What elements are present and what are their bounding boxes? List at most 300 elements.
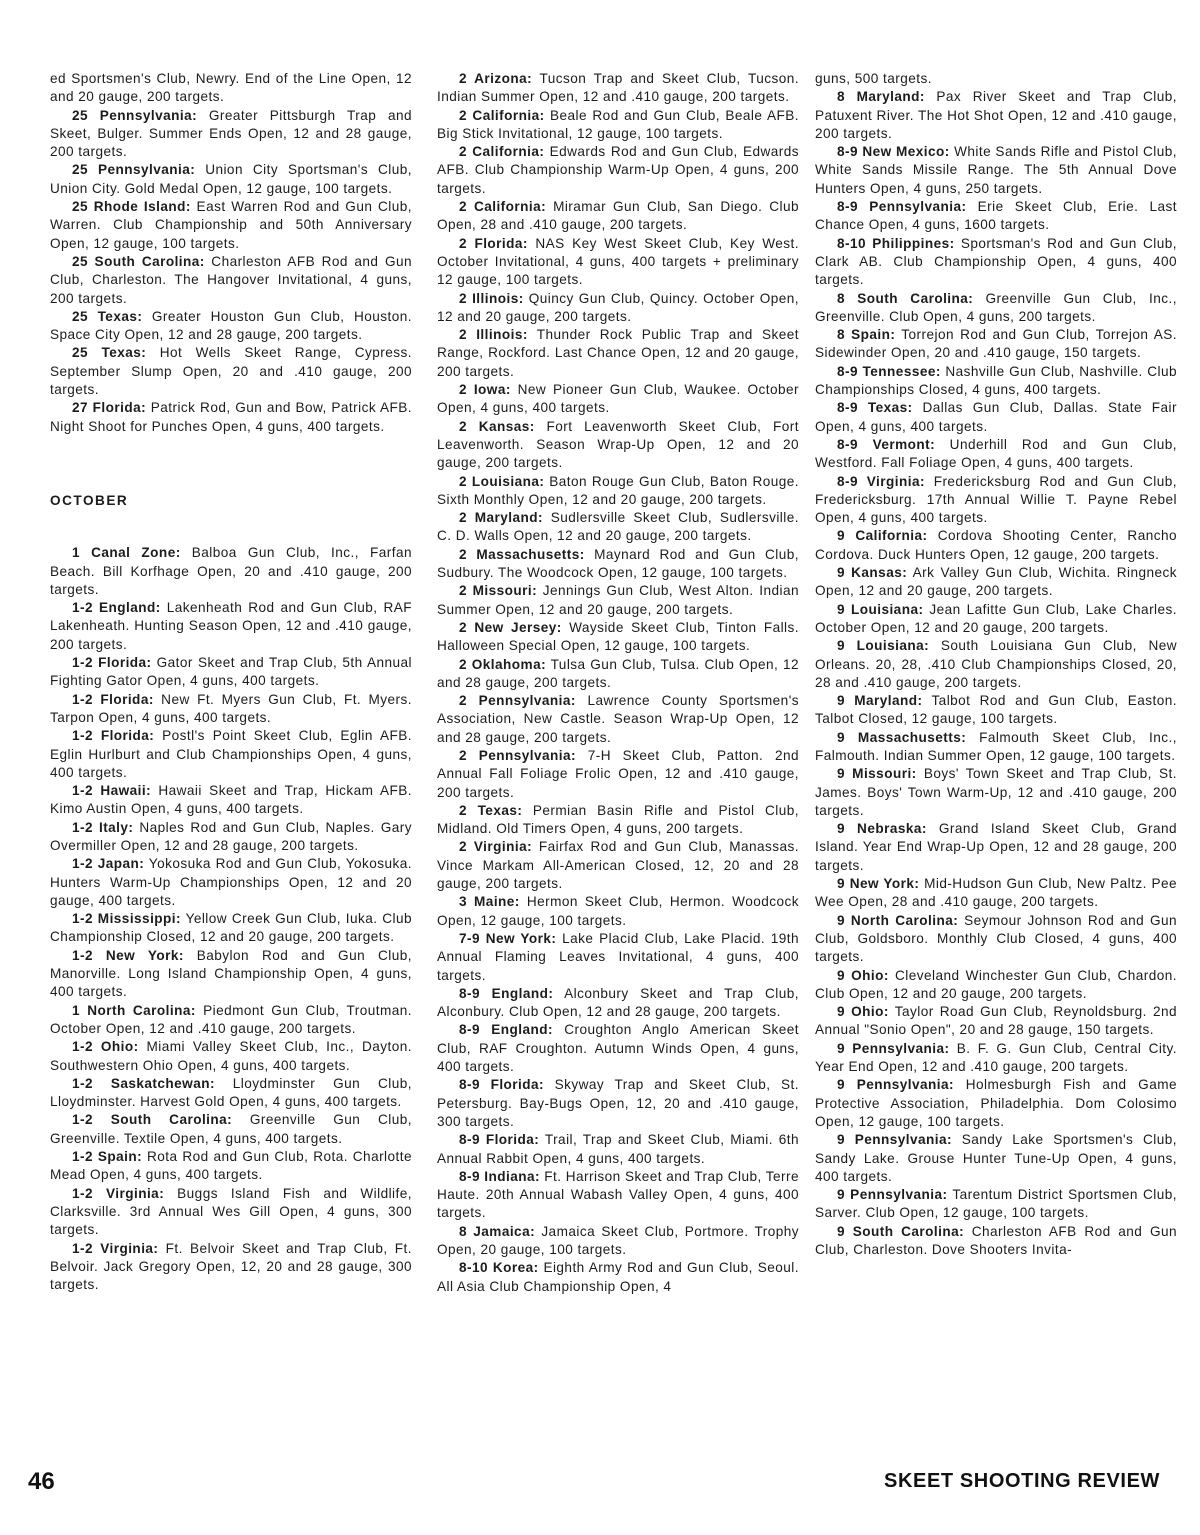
event-date-location	[837, 766, 917, 781]
event-listing	[437, 1168, 799, 1223]
event-state: Pennsylvania:	[99, 107, 198, 123]
event-listing	[50, 1185, 412, 1240]
event-details: Cordova Shooting Center, Rancho Cordova. Duck Hunters Open, 12 gauge, 200 targets.	[815, 528, 1177, 562]
event-listing	[437, 656, 799, 693]
event-listing	[815, 1003, 1177, 1040]
event-listing	[50, 1111, 412, 1148]
event-date-location	[837, 528, 927, 543]
event-state: Tennessee:	[862, 363, 941, 379]
event-date: 8-9	[837, 199, 858, 215]
event-listing	[815, 875, 1177, 912]
event-date-location	[837, 565, 907, 580]
event-state: Louisiana:	[856, 638, 930, 654]
event-details: East Warren Rod and Gun Club, Warren. Club Championship and 50th Anniversary Open, 12 gauge, 100 targets.	[50, 199, 412, 251]
event-date: 2	[459, 839, 468, 855]
event-date: 9	[837, 693, 846, 709]
event-details: Greenville Gun Club, Greenville. Textile Open, 4 guns, 400 targets.	[50, 1112, 413, 1146]
event-date: 2	[459, 802, 468, 818]
event-date: 9	[837, 565, 846, 581]
event-listing	[815, 1186, 1177, 1223]
event-date: 2	[459, 199, 468, 215]
event-details: Jean Lafitte Gun Club, Lake Charles. October Open, 12 and 20 gauge, 200 targets.	[815, 601, 1177, 635]
event-date-location	[837, 437, 935, 452]
event-date: 8-9	[837, 473, 858, 489]
event-listing	[437, 1021, 799, 1076]
event-date-location	[459, 1169, 540, 1184]
event-listing	[437, 1076, 799, 1131]
event-details: Patrick Rod, Gun and Bow, Patrick AFB. Night Shoot for Punches Open, 4 guns, 400 targets.	[50, 400, 412, 434]
event-date: 9	[837, 601, 846, 617]
event-date: 9	[837, 821, 846, 837]
event-date-location	[837, 638, 929, 653]
event-date: 8	[837, 327, 846, 343]
event-details: Lawrence County Sportsmen's Association, New Castle. Season Wrap-Up Open, 12 and 28 gauge, 200 targets.	[437, 693, 799, 745]
event-date: 9	[837, 1040, 846, 1056]
event-listing	[815, 143, 1177, 198]
event-date: 27	[72, 400, 89, 416]
section-heading-october: OCTOBER	[50, 492, 129, 508]
event-state: North Carolina:	[87, 1002, 196, 1018]
event-listing	[50, 1038, 412, 1075]
event-listing	[815, 912, 1177, 967]
event-date-location	[837, 364, 941, 379]
event-state: Missouri:	[852, 766, 917, 782]
event-listing	[815, 436, 1177, 473]
event-details: New Ft. Myers Gun Club, Ft. Myers. Tarpon Open, 4 guns, 400 targets.	[50, 691, 412, 725]
event-details: Greater Houston Gun Club, Houston. Space City Open, 12 and 28 gauge, 200 targets.	[50, 308, 412, 343]
event-date-location	[837, 474, 925, 489]
event-date-location	[459, 108, 545, 123]
event-date-location	[459, 986, 553, 1001]
event-details: Cleveland Winchester Gun Club, Chardon. Club Open, 12 and 20 gauge, 200 targets.	[815, 967, 1178, 1001]
event-listing	[437, 546, 799, 583]
event-listing	[437, 70, 799, 107]
event-details: Mid-Hudson Gun Club, New Paltz. Pee Wee Open, 28 and .410 gauge, 200 targets.	[815, 876, 1177, 910]
event-date-location	[72, 1241, 158, 1256]
event-listing	[815, 967, 1177, 1004]
event-date: 8-9	[837, 144, 858, 160]
event-date-location	[72, 199, 191, 214]
event-date: 1-2	[72, 1149, 93, 1165]
event-listing	[50, 1002, 412, 1039]
column-right	[815, 70, 1177, 1259]
event-listing	[437, 198, 799, 235]
event-details: Skyway Trap and Skeet Club, St. Petersburg. Bay-Bugs Open, 12, 20 and .410 gauge, 300 targets.	[437, 1077, 799, 1129]
event-date: 7-9	[459, 930, 480, 946]
event-date-location	[459, 894, 520, 909]
event-date: 8-9	[459, 1077, 480, 1093]
event-listing	[815, 88, 1177, 143]
event-state: Philippines:	[872, 235, 955, 251]
event-date-location	[837, 693, 922, 708]
event-date: 9	[837, 912, 846, 928]
event-state: Texas:	[97, 308, 143, 324]
event-details: Alconbury Skeet and Trap Club, Alconbury. Club Open, 12 and 28 gauge, 200 targets.	[437, 985, 799, 1020]
event-date: 25	[72, 345, 89, 361]
event-state: Florida:	[490, 1077, 545, 1093]
event-details: White Sands Rifle and Pistol Club, White Sands Missile Range. The 5th Annual Dove Hunters Open, 4 guns, 250 targets.	[815, 144, 1177, 196]
event-listing	[50, 691, 412, 728]
event-details: Jamaica Skeet Club, Portmore. Trophy Open, 20 gauge, 100 targets.	[437, 1223, 800, 1257]
event-listing	[437, 290, 799, 327]
event-date: 9	[837, 638, 846, 654]
event-listing	[437, 582, 799, 619]
event-details: Wayside Skeet Club, Tinton Falls. Halloween Special Open, 12 gauge, 100 targets.	[437, 619, 800, 654]
event-details: Pax River Skeet and Trap Club, Patuxent River. The Hot Shot Open, 12 and .410 gauge, 200 targets.	[815, 89, 1177, 141]
event-date: 2	[459, 546, 468, 562]
event-date-location	[72, 655, 152, 670]
event-state: Missouri:	[472, 583, 538, 599]
event-date: 3	[459, 894, 468, 910]
event-listing	[437, 692, 799, 747]
event-details: Postl's Point Skeet Club, Eglin AFB. Eglin Hurlburt and Club Championships Open, 4 guns, 400 targets.	[50, 728, 412, 780]
event-date-location	[72, 1149, 142, 1164]
event-details: Lloydminster Gun Club, Lloydminster. Harvest Gold Open, 4 guns, 400 targets.	[50, 1075, 412, 1110]
event-listing	[50, 253, 412, 308]
event-state: Ohio:	[100, 1039, 139, 1055]
column-middle	[437, 70, 799, 1296]
event-date: 8	[837, 89, 846, 105]
event-state: Vermont:	[872, 436, 936, 452]
event-date-location	[837, 1187, 947, 1202]
event-date-location	[72, 254, 205, 269]
event-date-location	[837, 291, 973, 306]
event-state: Florida:	[100, 691, 154, 707]
event-listing	[50, 308, 412, 345]
event-details: Talbot Rod and Gun Club, Easton. Talbot Closed, 12 gauge, 100 targets.	[815, 693, 1177, 727]
event-listing	[50, 344, 412, 399]
event-date-location	[837, 144, 950, 159]
event-state: Massachusetts:	[857, 729, 967, 745]
event-details: 7-H Skeet Club, Patton. 2nd Annual Fall Foliage Frolic Open, 12 and .410 gauge, 200 targets.	[437, 747, 799, 800]
event-state: Iowa:	[473, 382, 511, 398]
event-listing	[437, 418, 799, 473]
event-date: 8	[459, 1223, 468, 1239]
event-date: 1-2	[72, 691, 93, 707]
event-state: Saskatchewan:	[110, 1075, 215, 1091]
event-date: 9	[837, 1132, 846, 1148]
event-details: Dallas Gun Club, Dallas. State Fair Open, 4 guns, 400 targets.	[815, 400, 1178, 434]
event-details: Taylor Road Gun Club, Reynoldsburg. 2nd Annual "Sonio Open", 20 and 28 gauge, 150 targets.	[815, 1004, 1177, 1038]
event-state: Hawaii:	[100, 783, 152, 799]
event-details: Hawaii Skeet and Trap, Hickam AFB. Kimo Austin Open, 4 guns, 400 targets.	[50, 783, 412, 817]
event-details: Nashville Gun Club, Nashville. Club Championships Closed, 4 guns, 400 targets.	[815, 363, 1177, 398]
event-date-location	[72, 1076, 215, 1091]
event-listing	[815, 1040, 1177, 1077]
event-state: Nebraska:	[857, 821, 927, 837]
event-listing	[815, 637, 1177, 692]
event-listing	[50, 654, 412, 691]
event-state: New Mexico:	[862, 144, 950, 160]
event-date-location	[459, 1132, 539, 1147]
event-date: 2	[459, 382, 468, 398]
event-state: New Jersey:	[474, 619, 562, 635]
event-details: Jennings Gun Club, West Alton. Indian Summer Open, 12 and 20 gauge, 200 targets.	[437, 583, 799, 617]
event-details: Torrejon Rod and Gun Club, Torrejon AS. Sidewinder Open, 20 and .410 gauge, 150 targets.	[815, 327, 1177, 361]
event-state: New York:	[105, 947, 184, 963]
event-date: 1-2	[72, 1240, 93, 1256]
event-listing	[50, 910, 412, 947]
event-listing	[50, 782, 412, 819]
event-state: Louisiana:	[850, 601, 924, 617]
event-date-location	[837, 730, 966, 745]
event-state: Jamaica:	[473, 1223, 536, 1239]
event-listing	[815, 235, 1177, 290]
event-date-location	[837, 89, 925, 104]
event-listing	[437, 235, 799, 290]
event-details: Gator Skeet and Trap Club, 5th Annual Fighting Gator Open, 4 guns, 400 targets.	[50, 655, 412, 689]
event-listing	[815, 473, 1177, 528]
event-listing	[815, 1076, 1177, 1131]
event-details: Ft. Harrison Skeet and Trap Club, Terre Haute. 20th Annual Wabash Valley Open, 4 guns, 400 targets.	[437, 1168, 799, 1221]
event-listing	[815, 290, 1177, 327]
event-date: 1-2	[72, 856, 93, 872]
event-listing	[815, 729, 1177, 766]
event-date: 2	[459, 290, 468, 306]
event-date: 1-2	[72, 1185, 93, 1201]
event-details: Charleston AFB Rod and Gun Club, Charleston. Dove Shooters Invita-	[815, 1223, 1178, 1257]
event-date: 2	[459, 107, 468, 123]
event-details: Sandy Lake Sportsmen's Club, Sandy Lake. Grouse Hunter Tune-Up Open, 4 guns, 400 targets.	[815, 1132, 1177, 1184]
event-state: Kansas:	[851, 565, 908, 581]
event-listing	[437, 985, 799, 1022]
event-date: 1-2	[72, 728, 93, 744]
event-date: 8-9	[837, 436, 858, 452]
event-date-location	[72, 309, 142, 324]
event-state: Maryland:	[854, 693, 923, 709]
event-date: 8-9	[459, 1168, 480, 1184]
event-listing	[815, 765, 1177, 820]
event-details: Sportsman's Rod and Gun Club, Clark AB. Club Championship Open, 4 guns, 400 targets.	[815, 235, 1177, 288]
event-date-location	[72, 1186, 164, 1201]
event-listing	[437, 381, 799, 418]
event-details: Underhill Rod and Gun Club, Westford. Fall Foliage Open, 4 guns, 400 targets.	[815, 436, 1177, 471]
event-state: Illinois:	[476, 327, 528, 343]
event-date-location	[837, 1224, 964, 1239]
event-state: Texas:	[477, 802, 523, 818]
event-details: Boys' Town Skeet and Trap Club, St. James. Boys' Town Warm-Up, 12 and .410 gauge, 200 targets.	[815, 766, 1178, 818]
event-details: Permian Basin Rifle and Pistol Club, Midland. Old Timers Open, 4 guns, 200 targets.	[437, 802, 799, 837]
event-listing	[437, 1223, 799, 1260]
event-details: New Pioneer Gun Club, Waukee. October Open, 4 guns, 400 targets.	[437, 382, 800, 416]
event-details: Ark Valley Gun Club, Wichita. Ringneck Open, 12 and 20 gauge, 200 targets.	[815, 565, 1177, 599]
event-details: Charleston AFB Rod and Gun Club, Charleston. The Hangover Invitational, 4 guns, 200 targets.	[50, 253, 412, 306]
event-details: Miami Valley Skeet Club, Inc., Dayton. Southwestern Ohio Open, 4 guns, 400 targets.	[50, 1039, 412, 1073]
event-state: California:	[472, 107, 545, 123]
event-date: 1-2	[72, 600, 93, 616]
event-date: 9	[837, 729, 846, 745]
event-date: 9	[837, 1077, 846, 1093]
event-date-location	[72, 820, 133, 835]
event-date: 1-2	[72, 783, 93, 799]
event-date-location	[459, 931, 556, 946]
event-details: Falmouth Skeet Club, Inc., Falmouth. Indian Summer Open, 12 gauge, 100 targets.	[815, 729, 1177, 763]
event-listing	[815, 527, 1177, 564]
event-listing	[50, 399, 412, 436]
event-state: Mississippi:	[97, 911, 182, 927]
event-date: 1-2	[72, 947, 93, 963]
event-listing	[815, 399, 1177, 436]
entries-october	[50, 544, 412, 1294]
event-date-location	[459, 1224, 535, 1239]
event-listing	[50, 161, 412, 198]
event-state: Massachusetts:	[476, 546, 585, 562]
event-state: Korea:	[492, 1260, 539, 1276]
event-listing	[50, 544, 412, 599]
event-date: 8-9	[459, 1132, 480, 1148]
event-listing	[437, 893, 799, 930]
event-state: New York:	[485, 930, 557, 946]
event-state: California:	[472, 144, 545, 160]
event-details: Beale Rod and Gun Club, Beale AFB. Big Stick Invitational, 12 gauge, 100 targets.	[437, 107, 800, 141]
event-listing	[50, 727, 412, 782]
event-details: Maynard Rod and Gun Club, Sudbury. The Woodcock Open, 12 gauge, 100 targets.	[437, 546, 799, 581]
event-state: South Carolina:	[94, 253, 205, 269]
event-date: 2	[459, 71, 468, 86]
event-date-location	[459, 474, 544, 489]
event-date-location	[72, 545, 181, 560]
event-date: 25	[72, 308, 89, 324]
event-date: 1	[72, 545, 81, 561]
event-state: Ohio:	[851, 1004, 889, 1020]
event-details: Thunder Rock Public Trap and Skeet Range, Rockford. Last Chance Open, 12 and 20 gauge, 200 targets.	[437, 327, 799, 379]
event-state: Florida:	[474, 235, 528, 251]
event-details: Union City Sportsman's Club, Union City. Gold Medal Open, 12 gauge, 100 targets.	[50, 162, 413, 196]
event-date-location	[459, 1022, 553, 1037]
event-listing	[437, 1131, 799, 1168]
event-date-location	[72, 911, 181, 926]
event-state: Ohio:	[851, 967, 889, 983]
event-state: Japan:	[97, 856, 145, 872]
event-details: Hot Wells Skeet Range, Cypress. September Slump Open, 20 and .410 gauge, 200 targets.	[50, 345, 412, 398]
event-date: 2	[459, 327, 468, 343]
event-date: 9	[837, 1004, 846, 1020]
event-date-location	[837, 876, 919, 891]
event-date: 2	[459, 693, 468, 709]
event-listing	[815, 1223, 1177, 1260]
event-date-location	[72, 692, 154, 707]
event-date-location	[459, 748, 576, 763]
event-state: Oklahoma:	[471, 656, 547, 672]
event-date-location	[837, 821, 927, 836]
event-listing	[50, 198, 412, 253]
event-date-location	[837, 327, 895, 342]
event-date-location	[72, 948, 184, 963]
event-state: Pennsylvania:	[850, 1187, 948, 1203]
event-listing	[815, 1131, 1177, 1186]
event-details: Lake Placid Club, Lake Placid. 19th Annual Flaming Leaves Invitational, 4 guns, 400 targets.	[437, 930, 799, 983]
event-listing	[815, 363, 1177, 400]
event-date: 25	[72, 199, 89, 215]
event-details: Tulsa Gun Club, Tulsa. Club Open, 12 and 28 gauge, 200 targets.	[437, 656, 799, 690]
event-state: Maryland:	[856, 89, 925, 105]
event-listing	[50, 1240, 412, 1295]
event-state: Texas:	[867, 400, 913, 416]
event-details: Erie Skeet Club, Erie. Last Chance Open, 4 guns, 1600 targets.	[815, 199, 1178, 233]
event-date: 8	[837, 290, 846, 306]
event-details: Fairfax Rod and Gun Club, Manassas. Vince Markam All-American Closed, 12, 20 and 28 gauge, 200 targets.	[437, 839, 799, 892]
event-listing	[815, 198, 1177, 235]
event-details: B. F. G. Gun Club, Central City. Year End Open, 12 and .410 gauge, 200 targets.	[815, 1040, 1177, 1075]
event-date-location	[459, 693, 576, 708]
event-date: 25	[72, 162, 89, 178]
event-details: Yokosuka Rod and Gun Club, Yokosuka. Hunters Warm-Up Championships Open, 12 and 20 gauge, 400 targets.	[50, 856, 413, 908]
event-listing	[815, 564, 1177, 601]
event-date-location	[72, 1039, 139, 1054]
event-date-location	[837, 968, 889, 983]
event-state: Florida:	[100, 728, 155, 744]
event-date: 2	[459, 656, 468, 672]
event-date: 8-10	[837, 235, 867, 251]
event-date: 9	[837, 876, 846, 892]
event-date-location	[459, 620, 562, 635]
event-details: Quincy Gun Club, Quincy. October Open, 12 and 20 gauge, 200 targets.	[437, 290, 799, 324]
event-date-location	[459, 71, 532, 86]
event-date-location	[459, 291, 524, 306]
event-date-location	[837, 199, 966, 214]
event-state: New York:	[849, 876, 920, 892]
event-details: Tucson Trap and Skeet Club, Tucson. Indian Summer Open, 12 and .410 gauge, 200 targets.	[437, 71, 799, 105]
event-date: 9	[837, 766, 846, 782]
event-date: 8-9	[837, 400, 858, 416]
event-listing	[437, 747, 799, 802]
event-date-location	[459, 510, 543, 525]
event-listing	[437, 107, 799, 144]
event-listing	[50, 855, 412, 910]
event-date-location	[459, 144, 544, 159]
event-state: Virginia:	[105, 1185, 165, 1201]
event-state: South Carolina:	[857, 290, 974, 306]
event-state: Florida:	[485, 1132, 540, 1148]
event-date: 1-2	[72, 1075, 93, 1091]
event-date-location	[72, 345, 146, 360]
event-details: Miramar Gun Club, San Diego. Club Open, 28 and .410 gauge, 200 targets.	[437, 199, 799, 233]
event-date-location	[459, 583, 537, 598]
event-details: Seymour Johnson Rod and Gun Club, Goldsboro. Monthly Club Closed, 4 guns, 400 targets.	[815, 912, 1178, 965]
event-details: Eighth Army Rod and Gun Club, Seoul. All Asia Club Championship Open, 4	[437, 1260, 799, 1294]
event-details: Fredericksburg Rod and Gun Club, Fredericksburg. 17th Annual Willie T. Payne Rebel Open, 4 guns, 400 targets.	[815, 473, 1177, 526]
event-listing	[50, 107, 412, 162]
event-state: California:	[855, 528, 928, 544]
event-date-location	[837, 1041, 950, 1056]
event-date-location	[72, 162, 195, 177]
event-date: 9	[837, 528, 846, 544]
event-state: Italy:	[98, 819, 134, 835]
event-details: Greenville Gun Club, Inc., Greenville. Club Open, 4 guns, 200 targets.	[815, 290, 1177, 324]
event-details: Rota Rod and Gun Club, Rota. Charlotte Mead Open, 4 guns, 400 targets.	[50, 1149, 413, 1183]
event-listing	[437, 326, 799, 381]
event-listing	[50, 819, 412, 856]
event-date-location	[837, 1077, 954, 1092]
event-details: Piedmont Gun Club, Troutman. October Open, 12 and .410 gauge, 200 targets.	[50, 1002, 412, 1036]
event-listing	[437, 930, 799, 985]
event-state: South Carolina:	[852, 1223, 965, 1239]
event-details: Hermon Skeet Club, Hermon. Woodcock Open, 12 gauge, 100 targets.	[437, 894, 799, 928]
event-date: 2	[459, 619, 468, 635]
event-listing	[815, 601, 1177, 638]
event-date: 9	[837, 967, 846, 983]
event-listing	[50, 947, 412, 1002]
event-date-location	[459, 839, 532, 854]
event-state: California:	[473, 199, 547, 215]
event-state: England:	[491, 1022, 553, 1038]
event-date: 8-9	[459, 985, 480, 1001]
event-state: Maryland:	[474, 510, 544, 526]
event-date: 2	[459, 418, 468, 434]
event-date-location	[72, 108, 197, 123]
event-details: Fort Leavenworth Skeet Club, Fort Leavenworth. Season Wrap-Up Open, 12 and 20 gauge, 200 targets.	[437, 418, 799, 471]
event-details: Trail, Trap and Skeet Club, Miami. 6th Annual Rabbit Open, 4 guns, 400 targets.	[437, 1132, 800, 1166]
